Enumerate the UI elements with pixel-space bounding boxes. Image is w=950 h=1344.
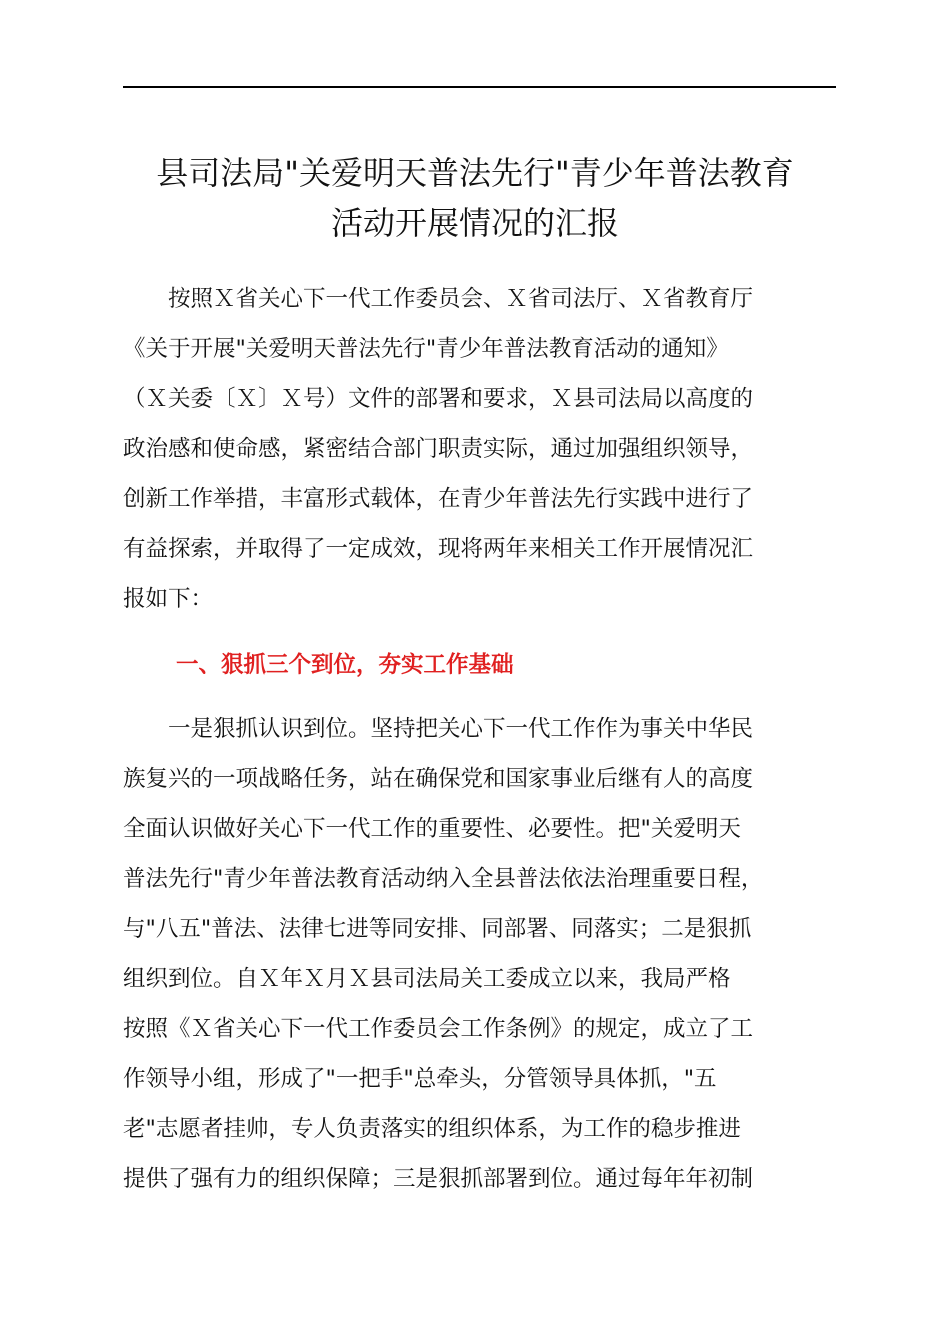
paragraph-line: 族复兴的一项战略任务，站在确保党和国家事业后继有人的高度 xyxy=(123,766,754,792)
title-line-1: 县司法局"关爱明天普法先行"青少年普法教育 xyxy=(156,154,794,192)
section-paragraph xyxy=(123,704,836,1204)
paragraph-line: 组织到位。自Ｘ年Ｘ月Ｘ县司法局关工委成立以来，我局严格 xyxy=(123,966,731,992)
paragraph-line: 一是狠抓认识到位。坚持把关心下一代工作作为事关中华民 xyxy=(123,716,754,742)
paragraph-line: 作领导小组，形成了"一把手"总牵头，分管领导具体抓，"五 xyxy=(123,1066,717,1092)
paragraph-line: 按照Ｘ省关心下一代工作委员会、Ｘ省司法厅、Ｘ省教育厅 xyxy=(123,286,754,312)
section-heading: 一、狠抓三个到位，夯实工作基础 xyxy=(176,652,514,678)
paragraph-line: 《关于开展"关爱明天普法先行"青少年普法教育活动的通知》 xyxy=(123,336,729,362)
paragraph-line: （Ｘ关委〔Ｘ〕Ｘ号）文件的部署和要求，Ｘ县司法局以高度的 xyxy=(123,386,754,412)
intro-paragraph xyxy=(123,274,836,624)
title-line-2: 活动开展情况的汇报 xyxy=(330,204,619,242)
paragraph-line: 按照《Ｘ省关心下一代工作委员会工作条例》的规定，成立了工 xyxy=(123,1016,754,1042)
document-title xyxy=(100,148,850,248)
paragraph-line: 提供了强有力的组织保障；三是狠抓部署到位。通过每年年初制 xyxy=(123,1166,754,1192)
paragraph-line: 政治感和使命感，紧密结合部门职责实际，通过加强组织领导， xyxy=(123,436,754,462)
paragraph-line: 全面认识做好关心下一代工作的重要性、必要性。把"关爱明天 xyxy=(123,816,741,842)
paragraph-line: 有益探索，并取得了一定成效，现将两年来相关工作开展情况汇 xyxy=(123,536,754,562)
paragraph-line: 创新工作举措，丰富形式载体，在青少年普法先行实践中进行了 xyxy=(123,486,754,512)
paragraph-line: 老"志愿者挂帅，专人负责落实的组织体系，为工作的稳步推进 xyxy=(123,1116,741,1142)
paragraph-line: 报如下： xyxy=(123,586,214,612)
header-rule xyxy=(123,86,836,88)
paragraph-line: 普法先行"青少年普法教育活动纳入全县普法依法治理重要日程， xyxy=(123,866,764,892)
paragraph-line: 与"八五"普法、法律七进等同安排、同部署、同落实；二是狠抓 xyxy=(123,916,752,942)
